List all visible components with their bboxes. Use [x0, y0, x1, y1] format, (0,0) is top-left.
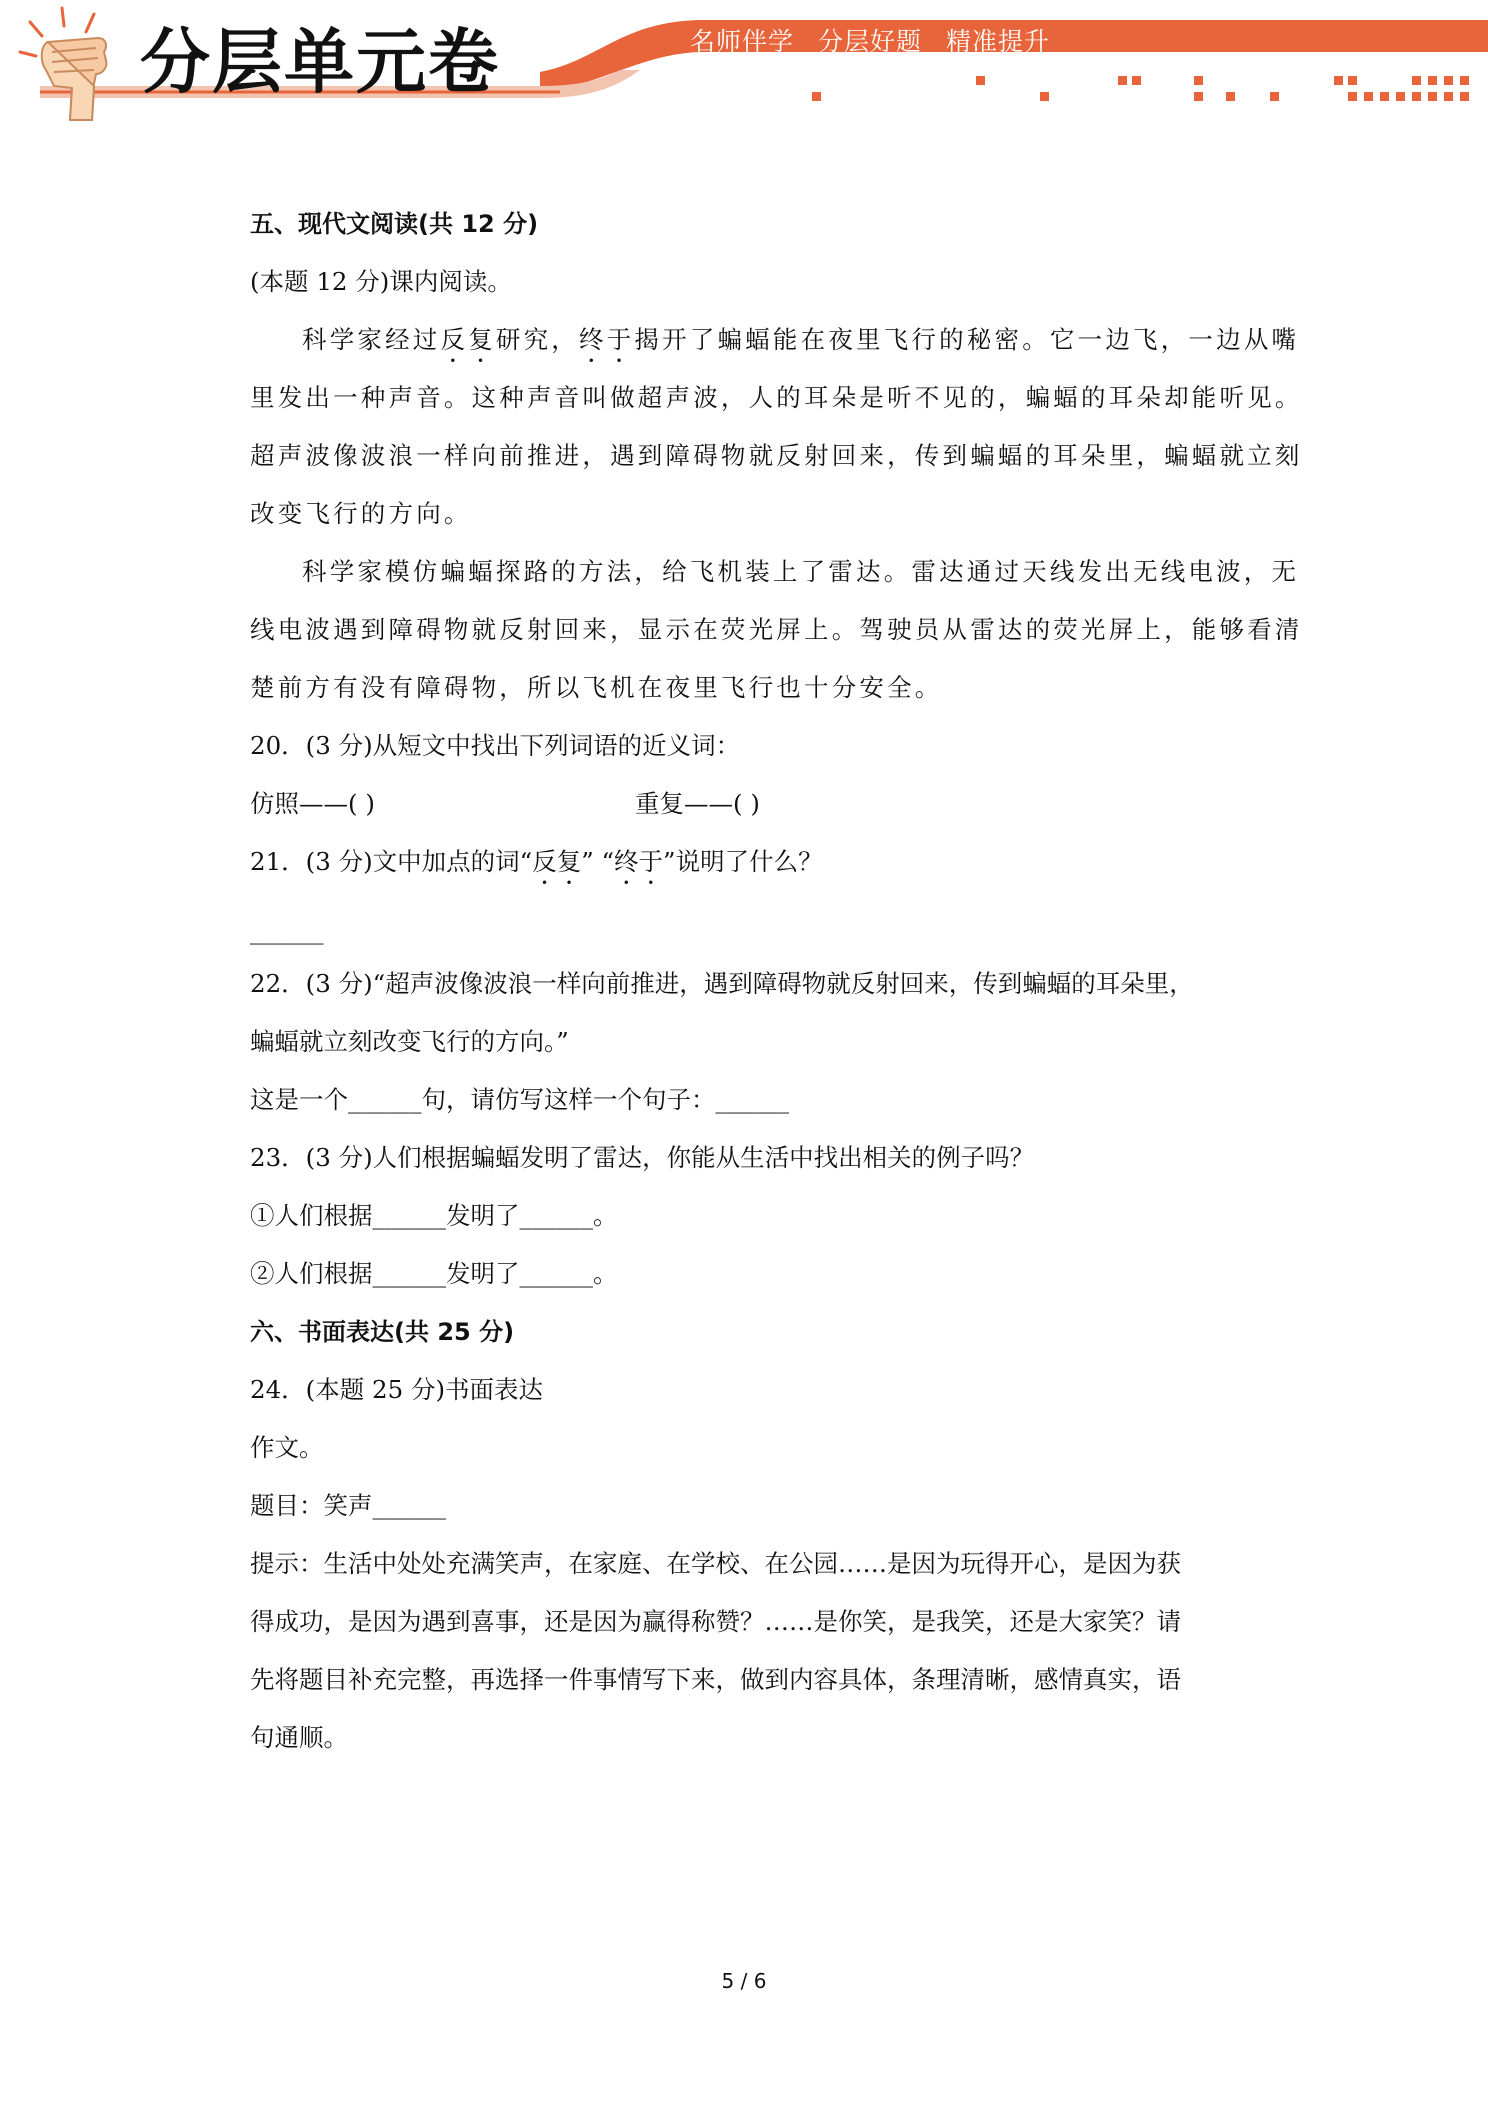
section-5-heading: 五、现代文阅读(共 12 分)	[250, 210, 539, 238]
dotted-word-fanfu: 反复	[440, 325, 496, 354]
passage-p1-line3: 超声波像波浪一样向前推进，遇到障碍物就反射回来，传到蝙蝠的耳朵里，蝙蝠就立刻	[250, 441, 1303, 470]
text-run: ”说明了什么？	[663, 847, 823, 876]
question-20: 20．(3 分)从短文中找出下列词语的近义词：	[250, 731, 741, 760]
text-run: 科学家经过	[302, 325, 441, 354]
essay-hint-line3: 先将题目补充完整，再选择一件事情写下来，做到内容具体，条理清晰，感情真实，语	[250, 1665, 1181, 1694]
question-24: 24．(本题 25 分)书面表达	[250, 1375, 544, 1404]
essay-hint-line1: 提示：生活中处处充满笑声，在家庭、在学校、在公园……是因为玩得开心，是因为获	[250, 1549, 1181, 1578]
section-6-heading: 六、书面表达(共 25 分)	[250, 1318, 515, 1346]
question-22-line2: 蝙蝠就立刻改变飞行的方向。”	[250, 1027, 569, 1056]
question-23-item2: ②人们根据______发明了______。	[250, 1259, 618, 1288]
header-banner	[0, 0, 1488, 130]
passage-p2-line1: 科学家模仿蝙蝠探路的方法，给飞机装上了雷达。雷达通过天线发出无线电波，无	[302, 557, 1300, 586]
slogan-3: 精准提升	[946, 27, 1051, 56]
slogan-2: 分层好题	[818, 27, 923, 56]
question-21	[250, 833, 1240, 891]
page-content	[250, 195, 1303, 1767]
dotted-word-fanfu-q21: 反复	[532, 847, 582, 876]
q20-answer-a: 仿照——( )	[250, 789, 375, 818]
question-22-line1: 22．(3 分)“超声波像波浪一样向前推进，遇到障碍物就反射回来，传到蝙蝠的耳朵里，	[250, 969, 1194, 998]
question-20-answers	[250, 775, 1240, 833]
question-23: 23．(3 分)人们根据蝙蝠发明了雷达，你能从生活中找出相关的例子吗？	[250, 1143, 1035, 1172]
brand-title: 分层单元卷	[140, 21, 500, 103]
passage-p2-line3: 楚前方有没有障碍物，所以飞机在夜里飞行也十分安全。	[250, 673, 943, 702]
passage-p1-line2: 里发出一种声音。这种声音叫做超声波，人的耳朵是听不见的，蝙蝠的耳朵却能听见。	[250, 383, 1303, 412]
dotted-word-zhongyu: 终于	[579, 325, 635, 354]
dotted-word-zhongyu-q21: 终于	[614, 847, 664, 876]
text-run: ” “	[581, 847, 615, 876]
essay-hint-line4: 句通顺。	[250, 1723, 348, 1752]
passage-p2-line2: 线电波遇到障碍物就反射回来，显示在荧光屏上。驾驶员从雷达的荧光屏上，能够看清	[250, 615, 1303, 644]
section-5-intro: (本题 12 分)课内阅读。	[250, 267, 512, 296]
question-22-line3: 这是一个______句，请仿写这样一个句子：______	[250, 1085, 789, 1114]
q20-answer-b: 重复——( )	[635, 789, 760, 818]
fist-logo-icon	[10, 2, 130, 122]
essay-instruction: 作文。	[250, 1433, 324, 1462]
text-run: 揭开了蝙蝠能在夜里飞行的秘密。它一边飞，一边从嘴	[634, 325, 1300, 354]
text-run: 21．(3 分)文中加点的词“	[250, 847, 533, 876]
essay-hint-line2: 得成功，是因为遇到喜事，还是因为赢得称赞？……是你笑，是我笑，还是大家笑？请	[250, 1607, 1181, 1636]
question-23-item1: ①人们根据______发明了______。	[250, 1201, 618, 1230]
page-number: 5 / 6	[721, 1969, 767, 1993]
q21-answer-blank: ______	[250, 916, 324, 945]
text-run: 研究，	[495, 325, 580, 354]
essay-title: 题目：笑声______	[250, 1491, 446, 1520]
slogan-1: 名师伴学	[690, 27, 795, 56]
passage-p1-line4: 改变飞行的方向。	[250, 499, 472, 528]
passage-p1-line1	[250, 311, 1300, 369]
